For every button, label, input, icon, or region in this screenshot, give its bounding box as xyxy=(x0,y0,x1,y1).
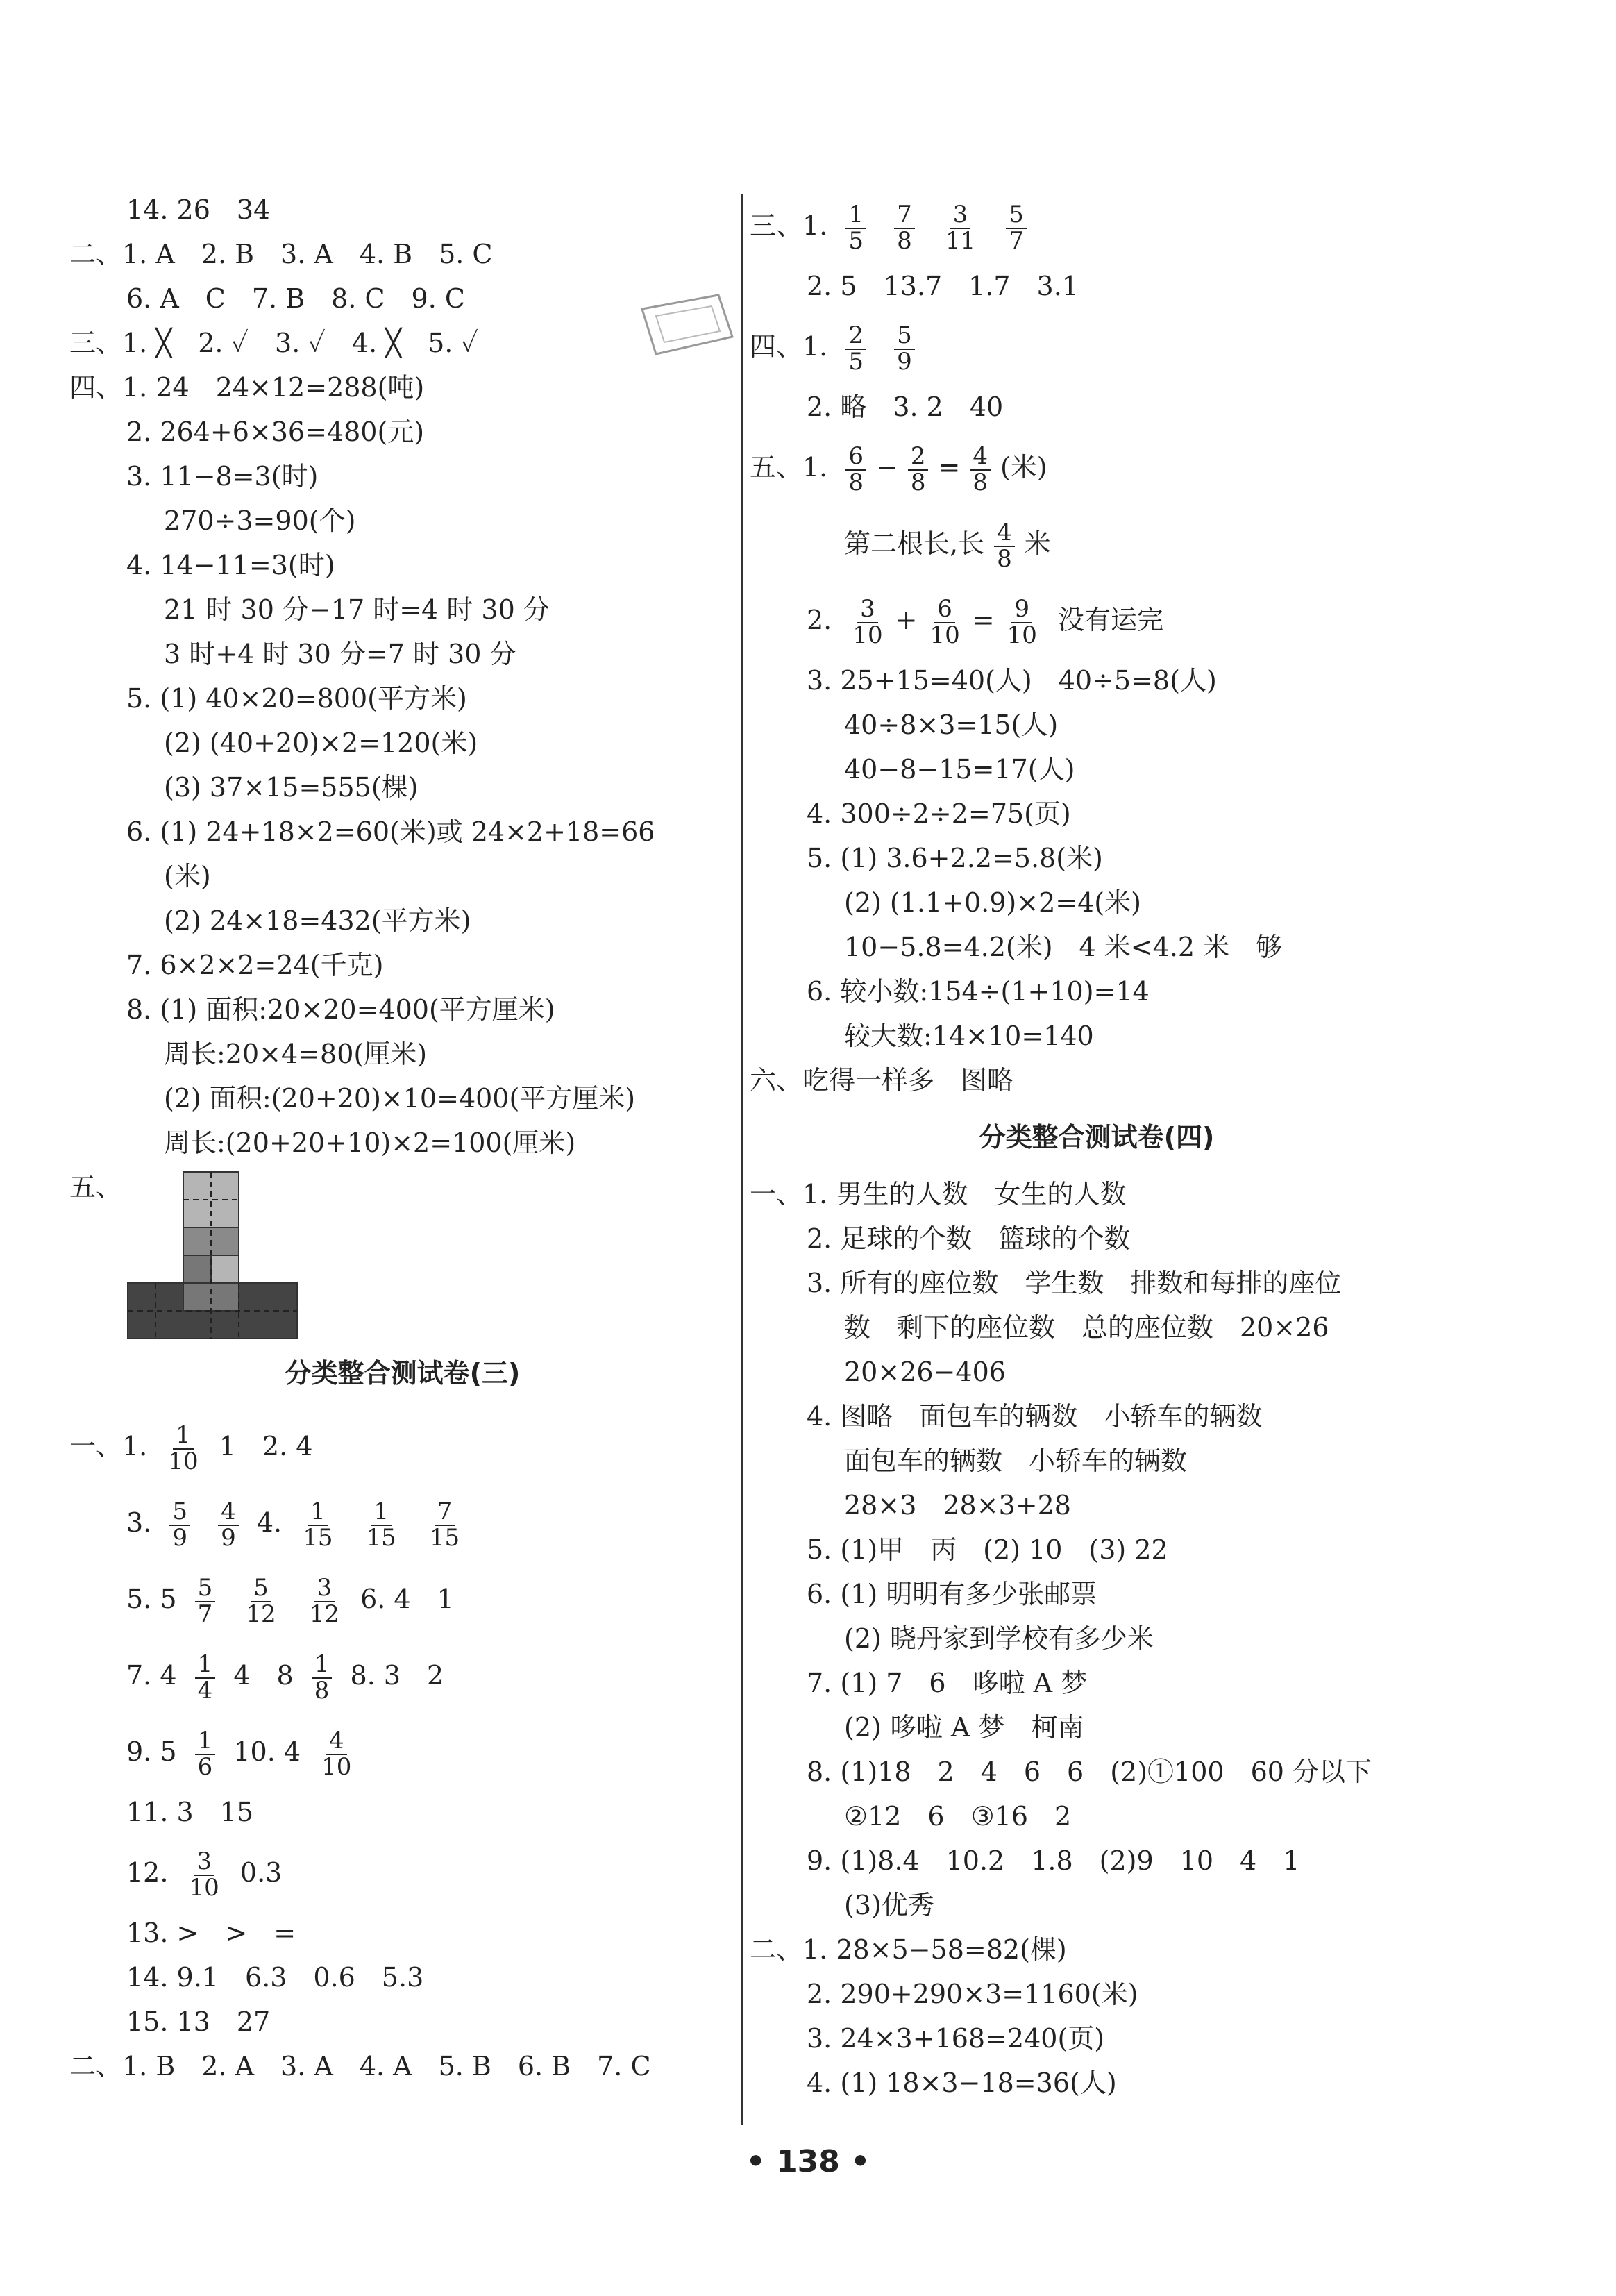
fraction: $\frac{7}{15}$ xyxy=(429,1497,460,1552)
fraction: $\frac{5}{7}$ xyxy=(195,1576,216,1627)
left-column xyxy=(69,187,736,2088)
answer-line: (3) 37×15=555(棵) xyxy=(164,772,419,803)
answer-line: (3)优秀 xyxy=(844,1890,934,1920)
answer-line: 二、1. 28×5−58=82(棵) xyxy=(750,1934,1067,1965)
fraction: $\frac{3}{10}$ xyxy=(852,594,883,649)
answer-line: 3. $\frac{5}{9}$ $\frac{4}{9}$ 4. $\frac{1}{15}$ $\frac{1}{15}$ $\frac{7}{15}$ xyxy=(69,1484,736,1561)
answer-line: 6. (1) 24+18×2=60(米)或 24×2+18=66 xyxy=(126,816,655,847)
answer-line: 270÷3=90(个) xyxy=(164,505,356,536)
answer-line: 5. (1) 3.6+2.2=5.8(米) xyxy=(807,843,1103,873)
answer-line: 4. (1) 18×3−18=36(人) xyxy=(807,2068,1117,2098)
answer-line: 数 剩下的座位数 总的座位数 20×26 xyxy=(844,1312,1329,1343)
answer-line: 6. A C 7. B 8. C 9. C xyxy=(126,283,465,314)
answer-line: 40−8−15=17(人) xyxy=(844,754,1075,785)
fraction: $\frac{4}{8}$ xyxy=(970,444,991,495)
answer-line: 2. 足球的个数 篮球的个数 xyxy=(807,1223,1131,1254)
answer-line: 11. 3 15 xyxy=(126,1797,254,1827)
fraction: $\frac{5}{9}$ xyxy=(169,1500,190,1550)
fraction: $\frac{5}{12}$ xyxy=(246,1573,276,1628)
answer-line: 三、1. ╳ 2. ✓ 3. ✓ 4. ╳ 5. ✓ xyxy=(69,328,478,358)
fraction: $\frac{5}{7}$ xyxy=(1006,203,1027,253)
answer-line: 7. (1) 7 6 哆啦 A 梦 xyxy=(807,1668,1088,1698)
fraction: $\frac{3}{11}$ xyxy=(945,200,976,255)
answer-line: 9. 5 $\frac{1}{6}$ 10. 4 $\frac{4}{10}$ xyxy=(69,1713,736,1790)
stamp-watermark xyxy=(635,288,739,364)
fraction: $\frac{1}{4}$ xyxy=(195,1652,216,1703)
answer-line: 二、1. B 2. A 3. A 4. A 5. B 6. B 7. C xyxy=(69,2051,651,2081)
fraction: $\frac{6}{8}$ xyxy=(845,444,866,495)
column-divider xyxy=(741,194,743,2125)
answer-line: 14. 9.1 6.3 0.6 5.3 xyxy=(126,1962,424,1993)
answer-line: 6. (1) 明明有多少张邮票 xyxy=(807,1579,1097,1609)
answer-line: 四、1. 24 24×12=288(吨) xyxy=(69,372,425,403)
answer-line: 28×3 28×3+28 xyxy=(844,1490,1071,1520)
fraction: $\frac{4}{9}$ xyxy=(218,1500,239,1550)
answer-line: 3. 所有的座位数 学生数 排数和每排的座位 xyxy=(807,1268,1342,1298)
answer-line: 2. 264+6×36=480(元) xyxy=(126,417,425,447)
answer-line: 二、1. A 2. B 3. A 4. B 5. C xyxy=(69,239,493,269)
answer-line: 7. 4 $\frac{1}{4}$ 4 8 $\frac{1}{8}$ 8. 3 2 xyxy=(126,1650,444,1704)
answer-line: 12. $\frac{3}{10}$ 0.3 xyxy=(126,1847,283,1902)
section-title: 分类整合测试卷(三) xyxy=(285,1358,521,1389)
fraction: $\frac{1}{15}$ xyxy=(303,1497,333,1552)
answer-line: (2) 面积:(20+20)×10=400(平方厘米) xyxy=(164,1083,636,1114)
answer-line: 周长:20×4=80(厘米) xyxy=(164,1039,428,1069)
answer-line: 六、吃得一样多 图略 xyxy=(750,1065,1014,1096)
answer-line: 21 时 30 分−17 时=4 时 30 分 xyxy=(164,594,550,625)
fraction: $\frac{1}{8}$ xyxy=(312,1652,333,1703)
answer-line: (2) (40+20)×2=120(米) xyxy=(164,728,478,758)
answer-line: 40÷8×3=15(人) xyxy=(844,710,1059,740)
page-number: • 138 • xyxy=(746,2144,870,2179)
answer-line: 4. 图略 面包车的辆数 小轿车的辆数 xyxy=(807,1401,1263,1432)
answer-line: 周长:(20+20+10)×2=100(厘米) xyxy=(164,1128,576,1158)
answer-line: 面包车的辆数 小轿车的辆数 xyxy=(844,1446,1188,1476)
section-title: 分类整合测试卷(四) xyxy=(979,1122,1215,1153)
answer-line: 一、1. 男生的人数 女生的人数 xyxy=(750,1179,1127,1209)
fraction: $\frac{9}{10}$ xyxy=(1007,594,1037,649)
fraction: $\frac{3}{10}$ xyxy=(189,1847,219,1902)
answer-line: 较大数:14×10=140 xyxy=(844,1021,1094,1051)
answer-line: 20×26−406 xyxy=(844,1357,1006,1387)
answer-line: 5. 5 $\frac{5}{7}$ $\frac{5}{12}$ $\frac{3}{12}$ 6. 4 1 xyxy=(126,1573,454,1628)
fraction: $\frac{5}{9}$ xyxy=(894,324,915,374)
answer-text: 一、1. xyxy=(69,1431,148,1461)
answer-line: (2) 哆啦 A 梦 柯南 xyxy=(844,1712,1084,1743)
answer-line: 5. (1) 40×20=800(平方米) xyxy=(126,683,467,714)
fraction: $\frac{6}{10}$ xyxy=(929,594,960,649)
fraction: $\frac{1}{10}$ xyxy=(168,1421,199,1475)
fraction: $\frac{7}{8}$ xyxy=(894,203,915,253)
answer-line: 5. (1)甲 丙 (2) 10 (3) 22 xyxy=(807,1534,1168,1565)
answer-line: 6. 较小数:154÷(1+10)=14 xyxy=(807,976,1150,1007)
fraction: $\frac{1}{15}$ xyxy=(366,1497,396,1552)
answer-line: (米) xyxy=(164,861,211,891)
fraction: $\frac{2}{5}$ xyxy=(845,324,866,374)
fraction: $\frac{2}{8}$ xyxy=(908,444,929,495)
answer-line: 3. 11−8=3(时) xyxy=(126,461,319,492)
grid-cell-light xyxy=(183,1172,239,1227)
answer-line: 8. (1) 面积:20×20=400(平方厘米) xyxy=(126,994,555,1025)
answer-line: 14. 26 34 xyxy=(126,194,271,225)
answer-line: 3. 24×3+168=240(页) xyxy=(807,2023,1105,2054)
answer-line: 四、1. $\frac{2}{5}$ $\frac{5}{9}$ xyxy=(750,308,1444,385)
fraction: $\frac{1}{6}$ xyxy=(195,1729,216,1779)
section-label: 五、 xyxy=(69,1172,123,1203)
grid-cell-mid xyxy=(183,1255,211,1283)
answer-line: 2. 5 13.7 1.7 3.1 xyxy=(807,271,1079,301)
grid-cell-mid xyxy=(183,1283,239,1311)
right-column xyxy=(750,187,1444,2105)
answer-line: 3 时+4 时 30 分=7 时 30 分 xyxy=(164,639,516,669)
answer-line: (2) 晓丹家到学校有多少米 xyxy=(844,1623,1154,1654)
answer-line: 3. 25+15=40(人) 40÷5=8(人) xyxy=(807,665,1217,696)
block-figure xyxy=(69,1165,736,1339)
answer-line: 9. (1)8.4 10.2 1.8 (2)9 10 4 1 xyxy=(807,1845,1300,1876)
answer-line: 10−5.8=4.2(米) 4 米<4.2 米 够 xyxy=(844,932,1283,962)
answer-line: (2) 24×18=432(平方米) xyxy=(164,905,471,936)
fraction: $\frac{1}{5}$ xyxy=(845,203,866,253)
answer-line: 15. 13 27 xyxy=(126,2006,271,2037)
answer-line: 4. 300÷2÷2=75(页) xyxy=(807,798,1071,829)
answer-line: 8. (1)18 2 4 6 6 (2)①100 60 分以下 xyxy=(807,1757,1372,1787)
answer-line: 7. 6×2×2=24(千克) xyxy=(126,950,384,980)
answer-line: 13. > > = xyxy=(126,1918,296,1948)
answer-line: 第二根长,长 $\frac{4}{8}$ 米 xyxy=(844,518,1051,573)
answer-line: 三、1. $\frac{1}{5}$ $\frac{7}{8}$ $\frac{3}{11}$ $\frac{5}{7}$ xyxy=(750,187,1444,264)
answer-text: 1 2. 4 xyxy=(219,1431,313,1461)
answer-line: ②12 6 ③16 2 xyxy=(844,1801,1072,1832)
answer-line: (2) (1.1+0.9)×2=4(米) xyxy=(844,887,1141,918)
answer-line: 2. 略 3. 2 40 xyxy=(807,392,1004,422)
grid-cell-light xyxy=(211,1255,239,1283)
answer-line: 2. 290+290×3=1160(米) xyxy=(807,1979,1138,2009)
answer-line: 4. 14−11=3(时) xyxy=(126,550,335,580)
fraction: $\frac{3}{12}$ xyxy=(309,1573,339,1628)
fraction: $\frac{4}{10}$ xyxy=(321,1726,352,1781)
answer-line: 2. $\frac{3}{10}$ + $\frac{6}{10}$ = $\frac{9}{10}$ 没有运完 xyxy=(807,594,1163,649)
fraction: $\frac{4}{8}$ xyxy=(994,521,1015,571)
answer-line: 五、1. $\frac{6}{8}$ − $\frac{2}{8}$ = $\frac{4}{8}$ (米) xyxy=(750,442,1047,496)
answer-line xyxy=(69,1408,736,1484)
shaded-grid-figure xyxy=(125,1165,305,1339)
